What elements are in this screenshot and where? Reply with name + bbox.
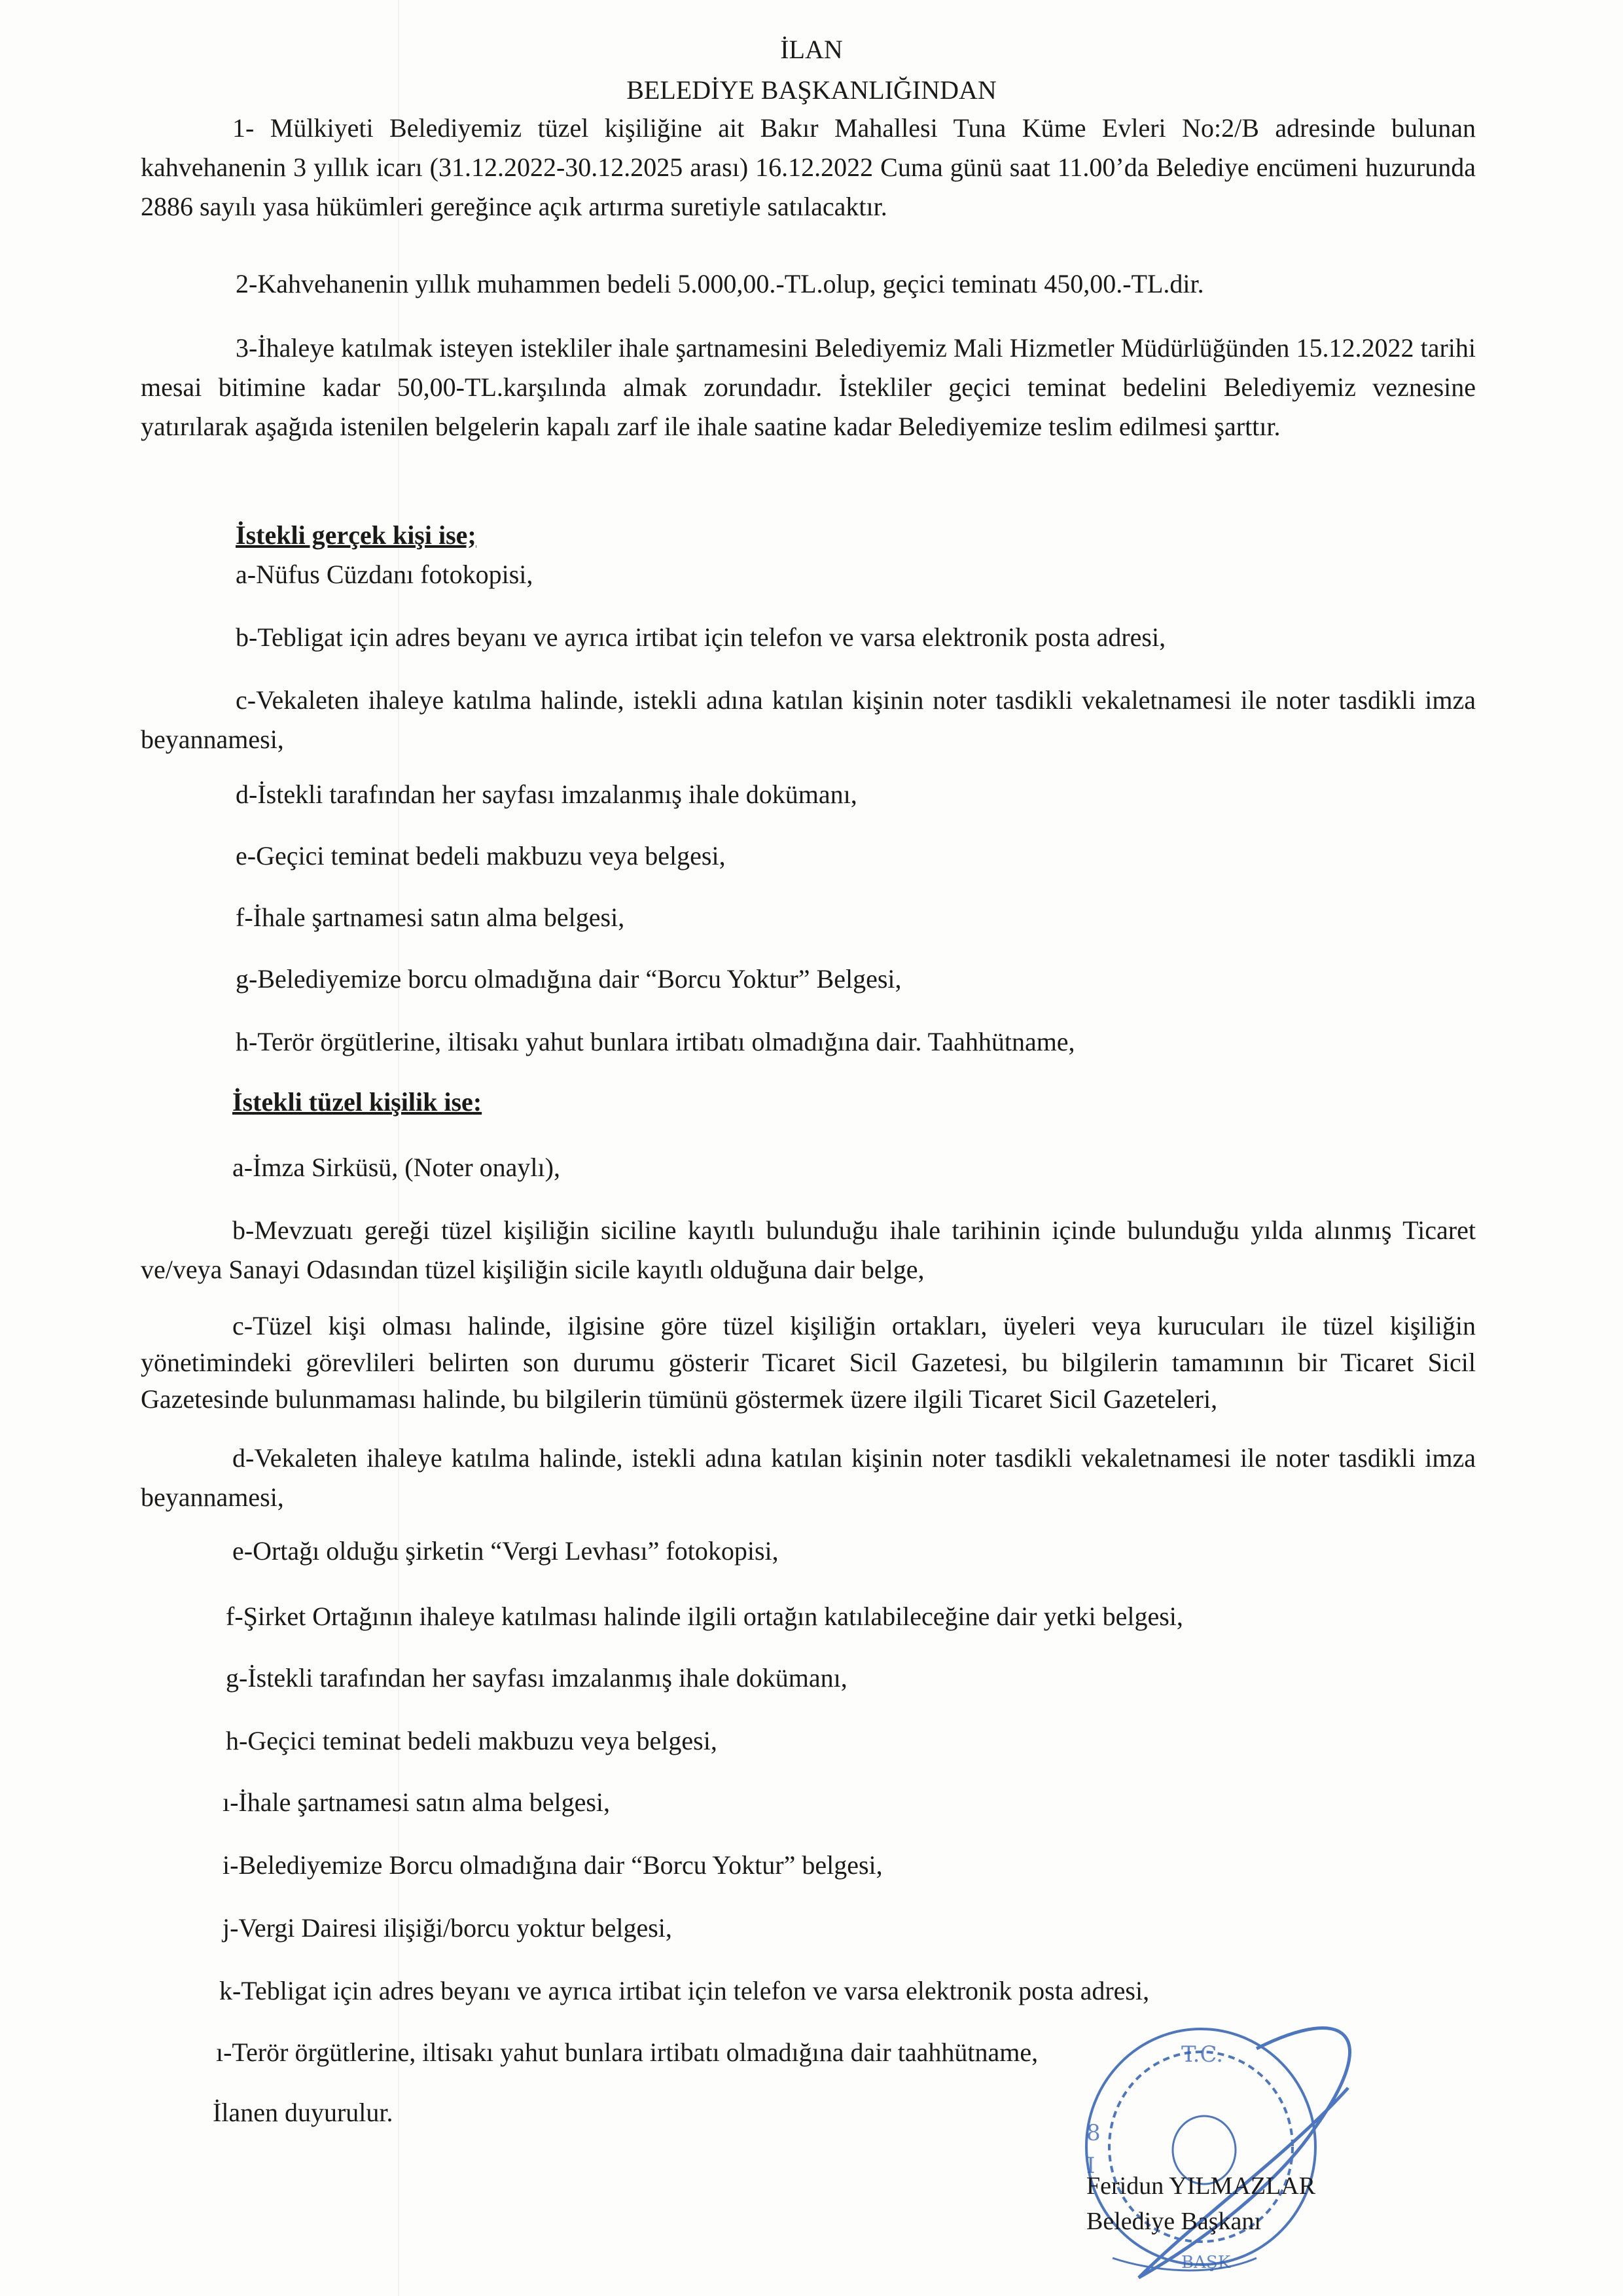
legal-entity-item-c: c-Tüzel kişi olması halinde, ilgisine göre tüzel kişiliğin ortakları, üyeleri veya kurucuları ile tüzel kişiliğin yönetimindeki görevlileri belirten son durumu gösterir Ticaret Sicil Gazetesi, bu bilgilerin tamamının bir Ticaret Sicil Gazetesinde bulunmaması halinde, bu bilgilerin tümünü göstermek üzere ilgili Ticaret Sicil Gazeteleri, bbox=[141, 1311, 1476, 1414]
legal-entity-item-i-dotless: ı-İhale şartnamesi satın alma belgesi, bbox=[223, 1787, 611, 1817]
svg-text:T.C.: T.C. bbox=[1181, 2041, 1224, 2068]
legal-entity-item-i: i-Belediyemize Borcu olmadığına dair “Borcu Yoktur” belgesi, bbox=[223, 1850, 883, 1880]
legal-entity-item-k: k-Tebligat için adres beyanı ve ayrıca irtibat için telefon ve varsa elektronik posta adresi, bbox=[219, 1976, 1150, 2005]
real-person-item-h: h-Terör örgütlerine, iltisakı yahut bunlara irtibatı olmadığına dair. Taahhütname, bbox=[236, 1027, 1075, 1056]
legal-entity-item-j: j-Vergi Dairesi ilişiği/borcu yoktur belgesi, bbox=[223, 1913, 672, 1943]
signatory-name: Feridun YILMAZLAR bbox=[1086, 2172, 1316, 2200]
closing-line: İlanen duyurulur. bbox=[213, 2098, 393, 2127]
real-person-item-f: f-İhale şartnamesi satın alma belgesi, bbox=[236, 903, 625, 932]
legal-entity-heading: İstekli tüzel kişilik ise: bbox=[232, 1087, 482, 1117]
legal-entity-item-f: f-Şirket Ortağının ihaleye katılması halinde ilgili ortağın katılabileceğine dair yetki belgesi, bbox=[226, 1602, 1183, 1631]
real-person-item-d: d-İstekli tarafından her sayfası imzalanmış ihale dokümanı, bbox=[236, 780, 857, 809]
svg-text:8: 8 bbox=[1086, 2120, 1101, 2146]
legal-entity-item-a: a-İmza Sirküsü, (Noter onaylı), bbox=[232, 1153, 560, 1182]
legal-entity-item-l: ı-Terör örgütlerine, iltisakı yahut bunlara irtibatı olmadığına dair taahhütname, bbox=[216, 2037, 1039, 2067]
issuer-title: BELEDİYE BAŞKANLIĞINDAN bbox=[626, 75, 997, 105]
real-person-item-a: a-Nüfus Cüzdanı fotokopisi, bbox=[236, 560, 533, 589]
svg-text:I: I bbox=[1086, 2153, 1096, 2179]
real-person-item-e: e-Geçici teminat bedeli makbuzu veya belgesi, bbox=[236, 841, 726, 870]
official-seal-icon bbox=[1041, 2009, 1381, 2291]
legal-entity-item-g: g-İstekli tarafından her sayfası imzalanmış ihale dokümanı, bbox=[226, 1663, 847, 1693]
legal-entity-item-d: d-Vekaleten ihaleye katılma halinde, istekli adına katılan kişinin noter tasdikli vekaletnamesi ile noter tasdikli imza beyannamesi, bbox=[141, 1443, 1476, 1512]
legal-entity-item-h: h-Geçici teminat bedeli makbuzu veya belgesi, bbox=[226, 1726, 717, 1755]
paragraph-1: 1- Mülkiyeti Belediyemiz tüzel kişiliğine ait Bakır Mahallesi Tuna Küme Evleri No:2/B adresinde bulunan kahvehanenin 3 yıllık icarı (31.12.2022-30.12.2025 arası) 16.12.2022 Cuma günü saat 11.00’da Belediye encümeni huzurunda 2886 sayılı yasa hükümleri gereğince açık artırma suretiyle satılacaktır. bbox=[141, 113, 1476, 221]
paragraph-2: 2-Kahvehanenin yıllık muhammen bedeli 5.000,00.-TL.olup, geçici teminatı 450,00.-TL.dir. bbox=[236, 269, 1204, 298]
real-person-item-g: g-Belediyemize borcu olmadığına dair “Borcu Yoktur” Belgesi, bbox=[236, 964, 902, 994]
signatory-title: Belediye Başkanı bbox=[1086, 2208, 1261, 2235]
legal-entity-item-b: b-Mevzuatı gereği tüzel kişiliğin siciline kayıtlı bulunduğu ihale tarihinin içinde bulunduğu yılda alınmış Ticaret ve/veya Sanayi Odasından tüzel kişiliğin sicile kayıtlı olduğuna dair belge, bbox=[141, 1215, 1476, 1284]
real-person-item-b: b-Tebligat için adres beyanı ve ayrıca irtibat için telefon ve varsa elektronik posta adresi, bbox=[236, 622, 1166, 652]
legal-entity-item-e: e-Ortağı olduğu şirketin “Vergi Levhası” fotokopisi, bbox=[232, 1536, 779, 1566]
paragraph-3: 3-İhaleye katılmak isteyen istekliler ihale şartnamesini Belediyemiz Mali Hizmetler Müdürlüğünden 15.12.2022 tarihi mesai bitimine kadar 50,00-TL.karşılında almak zorundadır. İstekliler geçici teminat bedelini Belediyemiz veznesine yatırılarak aşağıda istenilen belgelerin kapalı zarf ile ihale saatine kadar Belediyemize teslim edilmesi şarttır. bbox=[141, 333, 1476, 441]
real-person-item-c: c-Vekaleten ihaleye katılma halinde, istekli adına katılan kişinin noter tasdikli vekaletnamesi ile noter tasdikli imza beyannamesi, bbox=[141, 685, 1476, 754]
notice-title: İLAN bbox=[780, 35, 843, 64]
svg-text:BAŞK: BAŞK bbox=[1181, 2253, 1231, 2272]
real-person-heading: İstekli gerçek kişi ise; bbox=[236, 520, 476, 550]
